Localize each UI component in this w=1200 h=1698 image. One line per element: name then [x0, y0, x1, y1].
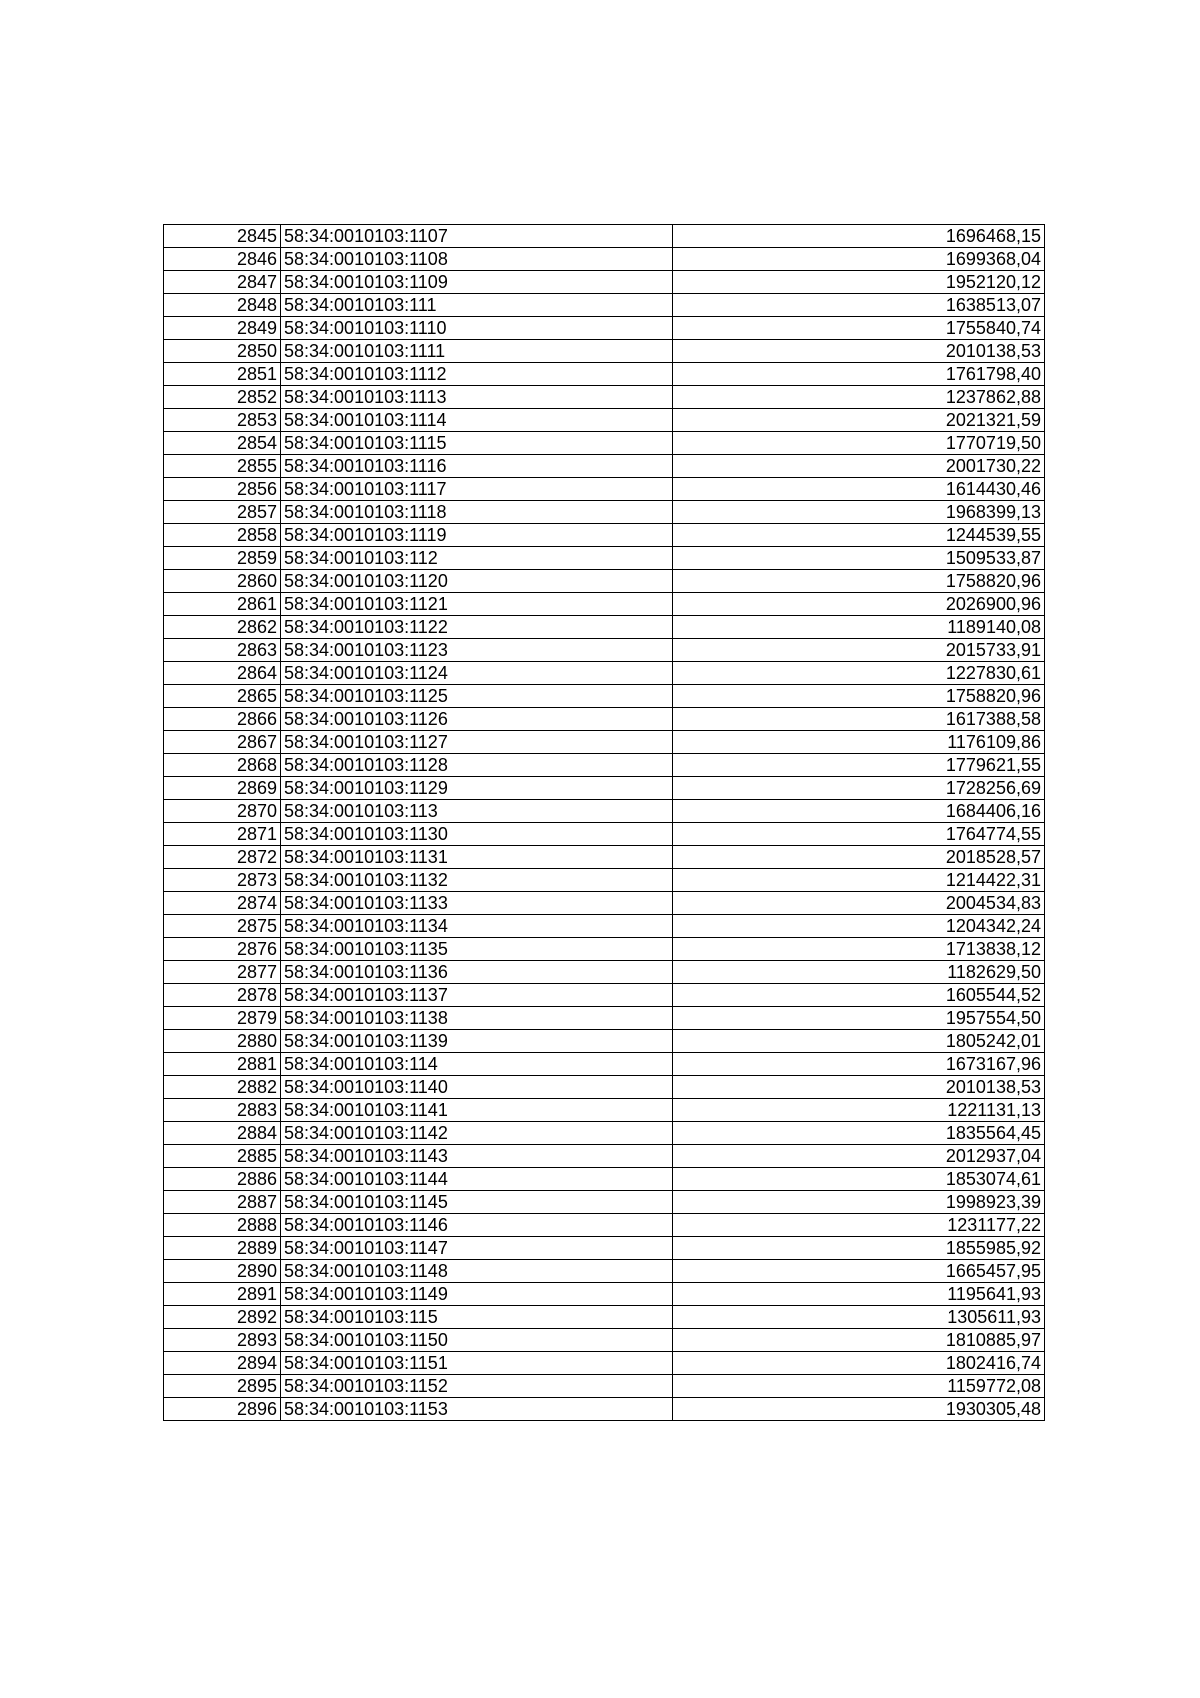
table-row [164, 1122, 1045, 1145]
cadastral-number-cell: 58:34:0010103:1113 [281, 386, 673, 409]
cadastral-value-cell: 1673167,96 [673, 1053, 1045, 1076]
cadastral-value-cell: 1810885,97 [673, 1329, 1045, 1352]
row-number-cell: 2845 [164, 225, 281, 248]
table-row [164, 363, 1045, 386]
cadastral-value-cell: 1802416,74 [673, 1352, 1045, 1375]
table-row [164, 1237, 1045, 1260]
table-row [164, 915, 1045, 938]
row-number-cell: 2891 [164, 1283, 281, 1306]
row-number-cell: 2855 [164, 455, 281, 478]
cadastral-number-cell: 58:34:0010103:1145 [281, 1191, 673, 1214]
cadastral-number-cell: 58:34:0010103:1117 [281, 478, 673, 501]
row-number-cell: 2847 [164, 271, 281, 294]
cadastral-value-cell: 1770719,50 [673, 432, 1045, 455]
cadastral-value-cell: 1758820,96 [673, 685, 1045, 708]
cadastral-number-cell: 58:34:0010103:1109 [281, 271, 673, 294]
cadastral-number-cell: 58:34:0010103:1132 [281, 869, 673, 892]
table-row [164, 340, 1045, 363]
row-number-cell: 2848 [164, 294, 281, 317]
table-row [164, 823, 1045, 846]
row-number-cell: 2853 [164, 409, 281, 432]
table-row [164, 225, 1045, 248]
table-row [164, 386, 1045, 409]
row-number-cell: 2865 [164, 685, 281, 708]
cadastral-value-cell: 2010138,53 [673, 1076, 1045, 1099]
cadastral-number-cell: 58:34:0010103:1116 [281, 455, 673, 478]
cadastral-value-cell: 1805242,01 [673, 1030, 1045, 1053]
cadastral-value-cell: 2001730,22 [673, 455, 1045, 478]
cadastral-value-cell: 1779621,55 [673, 754, 1045, 777]
table-row [164, 317, 1045, 340]
cadastral-value-cell: 2012937,04 [673, 1145, 1045, 1168]
table-row [164, 570, 1045, 593]
cadastral-number-cell: 58:34:0010103:1146 [281, 1214, 673, 1237]
row-number-cell: 2852 [164, 386, 281, 409]
row-number-cell: 2871 [164, 823, 281, 846]
table-row [164, 1007, 1045, 1030]
table-row [164, 984, 1045, 1007]
row-number-cell: 2877 [164, 961, 281, 984]
row-number-cell: 2849 [164, 317, 281, 340]
table-row [164, 754, 1045, 777]
table-row [164, 547, 1045, 570]
cadastral-value-cell: 1237862,88 [673, 386, 1045, 409]
row-number-cell: 2868 [164, 754, 281, 777]
table-row [164, 662, 1045, 685]
cadastral-value-cell: 1761798,40 [673, 363, 1045, 386]
cadastral-number-cell: 58:34:0010103:1119 [281, 524, 673, 547]
cadastral-number-cell: 58:34:0010103:1138 [281, 1007, 673, 1030]
table-row [164, 1260, 1045, 1283]
cadastral-value-cell: 2026900,96 [673, 593, 1045, 616]
table-row [164, 455, 1045, 478]
table-row [164, 271, 1045, 294]
table-row [164, 869, 1045, 892]
cadastral-number-cell: 58:34:0010103:1137 [281, 984, 673, 1007]
table-row [164, 777, 1045, 800]
cadastral-number-cell: 58:34:0010103:1134 [281, 915, 673, 938]
cadastral-value-cell: 1204342,24 [673, 915, 1045, 938]
table-row [164, 708, 1045, 731]
table-row [164, 1352, 1045, 1375]
cadastral-value-cell: 1214422,31 [673, 869, 1045, 892]
cadastral-value-cell: 1755840,74 [673, 317, 1045, 340]
table-row [164, 1398, 1045, 1421]
row-number-cell: 2873 [164, 869, 281, 892]
row-number-cell: 2854 [164, 432, 281, 455]
cadastral-number-cell: 58:34:0010103:111 [281, 294, 673, 317]
cadastral-value-cell: 1699368,04 [673, 248, 1045, 271]
cadastral-value-cell: 1638513,07 [673, 294, 1045, 317]
cadastral-value-cell: 1617388,58 [673, 708, 1045, 731]
row-number-cell: 2861 [164, 593, 281, 616]
table-row [164, 1306, 1045, 1329]
cadastral-value-cell: 1968399,13 [673, 501, 1045, 524]
cadastral-value-cell: 2021321,59 [673, 409, 1045, 432]
table-row [164, 593, 1045, 616]
row-number-cell: 2876 [164, 938, 281, 961]
table-row [164, 961, 1045, 984]
cadastral-number-cell: 58:34:0010103:115 [281, 1306, 673, 1329]
cadastral-value-cell: 2018528,57 [673, 846, 1045, 869]
cadastral-number-cell: 58:34:0010103:1139 [281, 1030, 673, 1053]
table-row [164, 1053, 1045, 1076]
row-number-cell: 2867 [164, 731, 281, 754]
row-number-cell: 2857 [164, 501, 281, 524]
table-row [164, 1030, 1045, 1053]
cadastral-number-cell: 58:34:0010103:1147 [281, 1237, 673, 1260]
table-row [164, 639, 1045, 662]
cadastral-number-cell: 58:34:0010103:112 [281, 547, 673, 570]
row-number-cell: 2890 [164, 1260, 281, 1283]
cadastral-value-cell: 1713838,12 [673, 938, 1045, 961]
cadastral-number-cell: 58:34:0010103:1133 [281, 892, 673, 915]
cadastral-number-cell: 58:34:0010103:113 [281, 800, 673, 823]
cadastral-value-cell: 1305611,93 [673, 1306, 1045, 1329]
cadastral-number-cell: 58:34:0010103:1153 [281, 1398, 673, 1421]
cadastral-number-cell: 58:34:0010103:1135 [281, 938, 673, 961]
cadastral-number-cell: 58:34:0010103:1128 [281, 754, 673, 777]
cadastral-number-cell: 58:34:0010103:1122 [281, 616, 673, 639]
row-number-cell: 2879 [164, 1007, 281, 1030]
cadastral-value-cell: 1227830,61 [673, 662, 1045, 685]
table-row [164, 1145, 1045, 1168]
table-row [164, 1375, 1045, 1398]
table-row [164, 800, 1045, 823]
row-number-cell: 2858 [164, 524, 281, 547]
row-number-cell: 2866 [164, 708, 281, 731]
table-body [164, 225, 1045, 1421]
table-row [164, 731, 1045, 754]
cadastral-value-cell: 1835564,45 [673, 1122, 1045, 1145]
cadastral-value-cell: 1176109,86 [673, 731, 1045, 754]
row-number-cell: 2870 [164, 800, 281, 823]
row-number-cell: 2887 [164, 1191, 281, 1214]
row-number-cell: 2863 [164, 639, 281, 662]
cadastral-value-table [163, 224, 1045, 1421]
table-row [164, 432, 1045, 455]
table-row [164, 524, 1045, 547]
row-number-cell: 2883 [164, 1099, 281, 1122]
table-row [164, 478, 1045, 501]
cadastral-value-cell: 2015733,91 [673, 639, 1045, 662]
cadastral-value-cell: 1684406,16 [673, 800, 1045, 823]
cadastral-number-cell: 58:34:0010103:1110 [281, 317, 673, 340]
cadastral-number-cell: 58:34:0010103:1125 [281, 685, 673, 708]
table-row [164, 1099, 1045, 1122]
cadastral-value-cell: 1930305,48 [673, 1398, 1045, 1421]
row-number-cell: 2850 [164, 340, 281, 363]
cadastral-number-cell: 58:34:0010103:1142 [281, 1122, 673, 1145]
cadastral-number-cell: 58:34:0010103:1114 [281, 409, 673, 432]
cadastral-number-cell: 58:34:0010103:1118 [281, 501, 673, 524]
cadastral-value-cell: 1614430,46 [673, 478, 1045, 501]
cadastral-number-cell: 58:34:0010103:1112 [281, 363, 673, 386]
cadastral-number-cell: 58:34:0010103:1140 [281, 1076, 673, 1099]
cadastral-number-cell: 58:34:0010103:1129 [281, 777, 673, 800]
table-row [164, 846, 1045, 869]
row-number-cell: 2892 [164, 1306, 281, 1329]
cadastral-value-cell: 1728256,69 [673, 777, 1045, 800]
row-number-cell: 2889 [164, 1237, 281, 1260]
row-number-cell: 2895 [164, 1375, 281, 1398]
cadastral-value-cell: 1159772,08 [673, 1375, 1045, 1398]
row-number-cell: 2896 [164, 1398, 281, 1421]
cadastral-number-cell: 58:34:0010103:1115 [281, 432, 673, 455]
cadastral-number-cell: 58:34:0010103:1141 [281, 1099, 673, 1122]
cadastral-number-cell: 58:34:0010103:1127 [281, 731, 673, 754]
row-number-cell: 2881 [164, 1053, 281, 1076]
cadastral-value-cell: 1853074,61 [673, 1168, 1045, 1191]
cadastral-number-cell: 58:34:0010103:1143 [281, 1145, 673, 1168]
row-number-cell: 2886 [164, 1168, 281, 1191]
row-number-cell: 2878 [164, 984, 281, 1007]
row-number-cell: 2888 [164, 1214, 281, 1237]
table-row [164, 685, 1045, 708]
cadastral-number-cell: 58:34:0010103:1144 [281, 1168, 673, 1191]
cadastral-number-cell: 58:34:0010103:1149 [281, 1283, 673, 1306]
cadastral-number-cell: 58:34:0010103:1130 [281, 823, 673, 846]
row-number-cell: 2894 [164, 1352, 281, 1375]
cadastral-value-cell: 1764774,55 [673, 823, 1045, 846]
row-number-cell: 2885 [164, 1145, 281, 1168]
cadastral-number-cell: 58:34:0010103:1150 [281, 1329, 673, 1352]
cadastral-number-cell: 58:34:0010103:1107 [281, 225, 673, 248]
row-number-cell: 2862 [164, 616, 281, 639]
row-number-cell: 2875 [164, 915, 281, 938]
row-number-cell: 2846 [164, 248, 281, 271]
cadastral-value-cell: 1221131,13 [673, 1099, 1045, 1122]
cadastral-number-cell: 58:34:0010103:1131 [281, 846, 673, 869]
cadastral-value-cell: 1244539,55 [673, 524, 1045, 547]
table-row [164, 616, 1045, 639]
row-number-cell: 2856 [164, 478, 281, 501]
cadastral-number-cell: 58:34:0010103:1111 [281, 340, 673, 363]
table-row [164, 1329, 1045, 1352]
table-row [164, 1168, 1045, 1191]
row-number-cell: 2851 [164, 363, 281, 386]
cadastral-value-cell: 1509533,87 [673, 547, 1045, 570]
row-number-cell: 2874 [164, 892, 281, 915]
row-number-cell: 2880 [164, 1030, 281, 1053]
table-row [164, 1283, 1045, 1306]
row-number-cell: 2859 [164, 547, 281, 570]
table-row [164, 501, 1045, 524]
cadastral-number-cell: 58:34:0010103:1120 [281, 570, 673, 593]
cadastral-value-cell: 1696468,15 [673, 225, 1045, 248]
cadastral-value-cell: 1998923,39 [673, 1191, 1045, 1214]
cadastral-value-cell: 1189140,08 [673, 616, 1045, 639]
table-row [164, 1214, 1045, 1237]
table-row [164, 938, 1045, 961]
table-row [164, 248, 1045, 271]
table-row [164, 409, 1045, 432]
cadastral-number-cell: 58:34:0010103:1124 [281, 662, 673, 685]
cadastral-number-cell: 58:34:0010103:1123 [281, 639, 673, 662]
row-number-cell: 2882 [164, 1076, 281, 1099]
cadastral-number-cell: 58:34:0010103:1121 [281, 593, 673, 616]
cadastral-number-cell: 58:34:0010103:1151 [281, 1352, 673, 1375]
cadastral-value-cell: 1758820,96 [673, 570, 1045, 593]
row-number-cell: 2872 [164, 846, 281, 869]
cadastral-value-cell: 1665457,95 [673, 1260, 1045, 1283]
table-row [164, 294, 1045, 317]
row-number-cell: 2893 [164, 1329, 281, 1352]
cadastral-value-cell: 1182629,50 [673, 961, 1045, 984]
row-number-cell: 2864 [164, 662, 281, 685]
cadastral-number-cell: 58:34:0010103:1152 [281, 1375, 673, 1398]
cadastral-number-cell: 58:34:0010103:1126 [281, 708, 673, 731]
cadastral-number-cell: 58:34:0010103:1136 [281, 961, 673, 984]
cadastral-value-cell: 1855985,92 [673, 1237, 1045, 1260]
row-number-cell: 2860 [164, 570, 281, 593]
cadastral-value-cell: 1231177,22 [673, 1214, 1045, 1237]
cadastral-value-cell: 2004534,83 [673, 892, 1045, 915]
cadastral-number-cell: 58:34:0010103:1148 [281, 1260, 673, 1283]
cadastral-value-cell: 1195641,93 [673, 1283, 1045, 1306]
cadastral-number-cell: 58:34:0010103:114 [281, 1053, 673, 1076]
row-number-cell: 2884 [164, 1122, 281, 1145]
cadastral-value-cell: 1605544,52 [673, 984, 1045, 1007]
row-number-cell: 2869 [164, 777, 281, 800]
table-row [164, 1076, 1045, 1099]
cadastral-value-cell: 2010138,53 [673, 340, 1045, 363]
cadastral-value-cell: 1957554,50 [673, 1007, 1045, 1030]
cadastral-value-cell: 1952120,12 [673, 271, 1045, 294]
table-row [164, 1191, 1045, 1214]
cadastral-number-cell: 58:34:0010103:1108 [281, 248, 673, 271]
table-row [164, 892, 1045, 915]
